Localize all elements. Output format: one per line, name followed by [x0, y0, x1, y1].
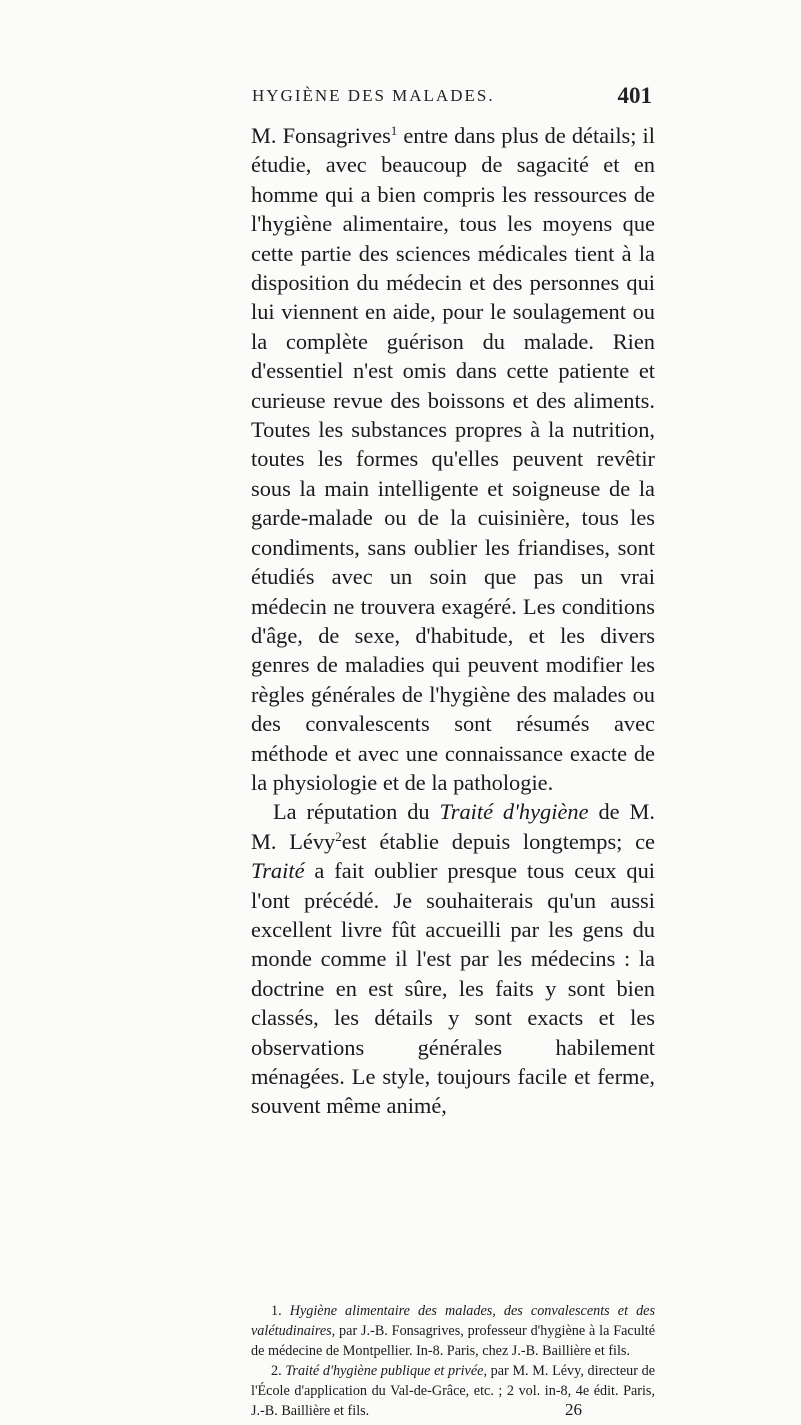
book-title-traite-hygiene: Traité d'hygiène — [439, 799, 589, 825]
footnotes — [251, 1301, 655, 1421]
paragraph-2-text-a: La réputation du — [273, 799, 440, 825]
footnote-2-number: 2. — [271, 1363, 286, 1379]
signature-mark: 26 — [565, 1400, 582, 1419]
paragraph-2-text-b: de M. M. Lévy — [251, 799, 656, 854]
paragraph-2-text-d: a fait oublier presque tous ceux qui l'ont précédé. Je souhaiterais qu'un aussi excellent livre fût accueilli par les gens du monde comme il l'est par les médecins : la doctrine en est sûre, les faits y sont bien classés, les détails y sont exacts et les observations générales habilement ménagées. Le style, toujours facile et ferme, souvent même animé, — [251, 858, 655, 1119]
paragraph-fonsagrives — [251, 121, 655, 797]
paragraph-levy — [251, 797, 655, 1120]
footnote-2-text: , par M. M. Lévy, directeur de l'École d'application du Val-de-Grâce, etc. ; 2 vol. in-8, 4e édit. Paris, J.-B. Baillière et fils. — [251, 1363, 655, 1419]
book-title-traite: Traité — [251, 858, 305, 884]
footnote-1-text: , par J.-B. Fonsagrives, professeur d'hygiène à la Faculté de médecine de Montpellier. In-8. Paris, chez J.-B. Baillière et fils. — [251, 1323, 655, 1359]
paragraph-1-text-a: M. Fonsagrives — [251, 123, 391, 148]
paragraph-2-text-c: est établie depuis longtemps; ce — [341, 828, 655, 854]
footnote-1 — [251, 1301, 655, 1361]
running-title: HYGIÈNE DES MALADES. — [252, 86, 495, 105]
footnote-2 — [251, 1361, 655, 1421]
footnote-2-title: Traité d'hygiène publique et privée — [285, 1363, 484, 1379]
page-number: 401 — [617, 83, 652, 108]
footnote-ref-2: 2 — [335, 828, 342, 844]
body-text — [251, 121, 655, 1121]
footnote-1-title: Hygiène alimentaire des malades, des convalescents et des valétudinaires — [251, 1303, 655, 1339]
footnote-1-number: 1. — [271, 1303, 290, 1319]
running-head — [252, 83, 652, 116]
footnote-ref-1: 1 — [390, 123, 398, 138]
paragraph-1-text-b: entre dans plus de détails; il étudie, avec beaucoup de sagacité et en homme qui a bien compris les ressources de l'hygiène alimentaire, tous les moyens que cette partie des sciences médicales tient à la disposition du médecin et des personnes qui lui viennent en aide, pour le soulagement ou la complète guérison du malade. Rien d'essentiel n'est omis dans cette patiente et curieuse revue des boissons et des aliments. Toutes les substances propres à la nutrition, toutes les formes qu'elles peuvent revêtir sous la main intelligente et soigneuse de la garde-malade ou de la cuisinière, tous les condiments, sans oublier les friandises, sont étudiés avec un soin que pas un vrai médecin ne trouvera exagéré. Les conditions d'âge, de sexe, d'habitude, et les divers genres de maladies qui peuvent modifier les règles générales de l'hygiène des malades ou des convalescents sont résumés avec méthode et avec une connaissance exacte de la physiologie et de la pathologie. — [251, 123, 655, 795]
